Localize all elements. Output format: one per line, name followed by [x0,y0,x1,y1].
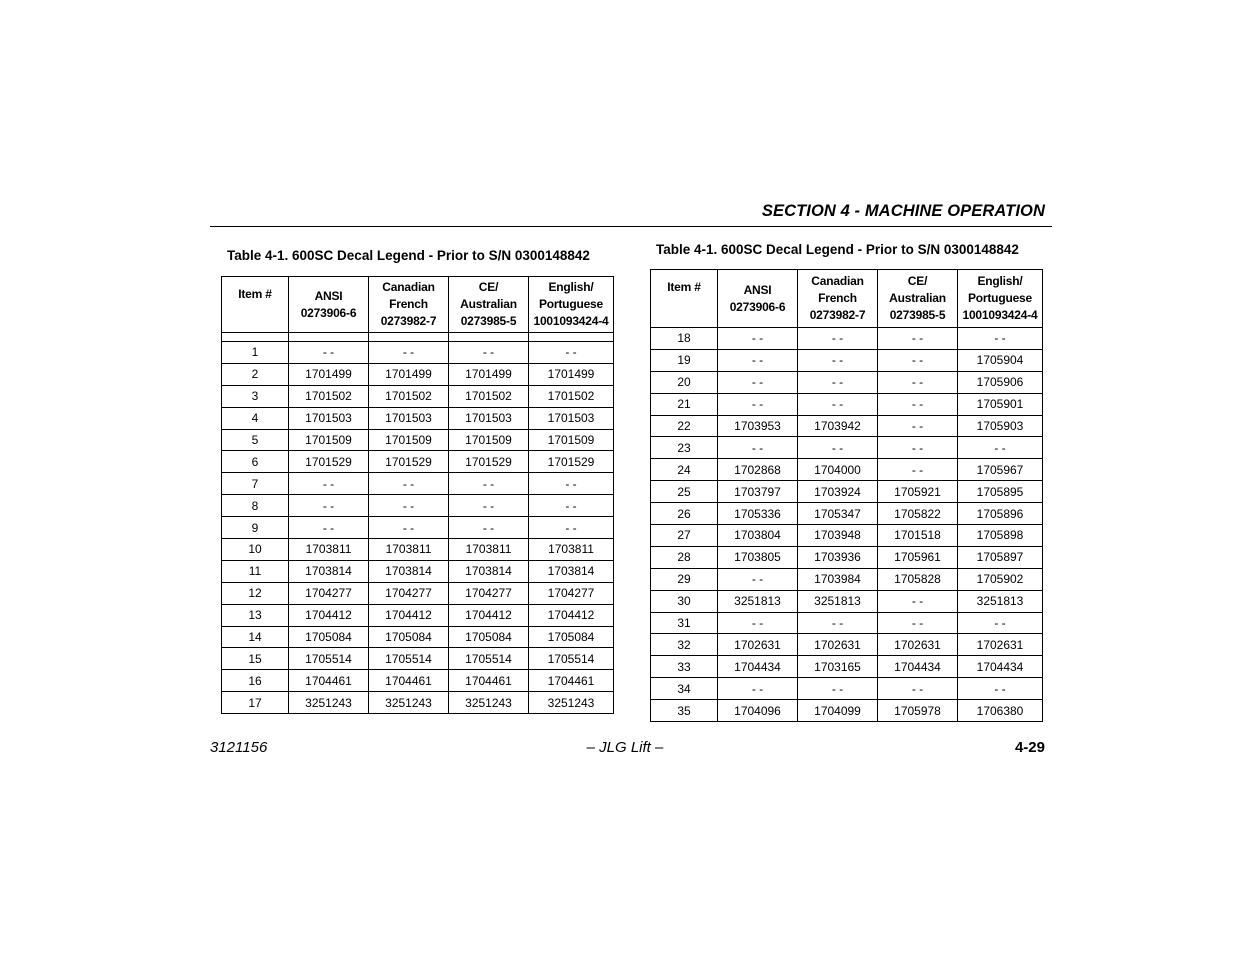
column-header [958,270,1043,328]
item-number-cell: 4 [222,407,289,429]
item-number-cell: 30 [651,590,718,612]
decal-part-cell: - - [878,393,958,415]
decal-part-cell: 1704412 [449,604,529,626]
column-header [222,277,289,333]
decal-part-cell: - - [798,393,878,415]
decal-part-cell: - - [878,328,958,350]
decal-part-cell: - - [958,612,1043,634]
decal-part-cell: - - [878,371,958,393]
item-number-cell: 34 [651,678,718,700]
decal-part-cell: - - [878,678,958,700]
table-row [222,604,614,626]
decal-part-cell: 1705901 [958,393,1043,415]
decal-part-cell: 3251813 [718,590,798,612]
item-number-cell: 16 [222,670,289,692]
decal-part-cell: - - [718,612,798,634]
table-row [222,495,614,517]
decal-part-cell: - - [369,342,449,364]
column-header [878,270,958,328]
column-header-line: French [818,291,857,305]
decal-part-cell: 1701503 [449,407,529,429]
spacer-cell [529,333,614,342]
table-row [651,525,1043,547]
decal-part-cell: 1704277 [289,582,369,604]
table-row [222,407,614,429]
item-number-cell: 6 [222,451,289,473]
decal-part-cell: 1704412 [369,604,449,626]
spacer-cell [222,333,289,342]
decal-part-cell: 1705897 [958,546,1043,568]
decal-part-cell: 1701503 [529,407,614,429]
column-header-line: 0273982-7 [809,308,866,322]
decal-part-cell: 1704412 [289,604,369,626]
decal-part-cell: - - [369,473,449,495]
decal-part-cell: 1704096 [718,700,798,722]
decal-part-cell: 1701502 [289,385,369,407]
table-row [651,590,1043,612]
page-number: 4-29 [1014,739,1045,756]
decal-part-cell: - - [878,612,958,634]
column-header [449,277,529,333]
decal-part-cell: 1701499 [369,363,449,385]
table-row [651,678,1043,700]
item-number-cell: 27 [651,525,718,547]
column-header-line: CE/ [907,274,928,288]
table-row [222,385,614,407]
decal-part-cell: 1701502 [529,385,614,407]
item-number-cell: 13 [222,604,289,626]
decal-part-cell: 1703936 [798,546,878,568]
item-number-cell: 17 [222,692,289,714]
decal-part-cell: 3251243 [289,692,369,714]
decal-part-cell: 1705514 [529,648,614,670]
spacer-cell [449,333,529,342]
table-header-row [651,270,1043,328]
decal-part-cell: 1704461 [529,670,614,692]
table-row [651,437,1043,459]
table-row [222,363,614,385]
decal-part-cell: - - [878,437,958,459]
decal-part-cell: 1704461 [289,670,369,692]
decal-part-cell: 1703805 [718,546,798,568]
table-row [651,546,1043,568]
item-number-cell: 14 [222,626,289,648]
decal-part-cell: 1705903 [958,415,1043,437]
column-header-line: Item # [667,280,701,294]
column-header-line: Portuguese [967,291,1032,305]
decal-part-cell: 3251813 [958,590,1043,612]
decal-part-cell: 1703811 [289,539,369,561]
decal-part-cell: - - [529,342,614,364]
decal-part-cell: - - [718,371,798,393]
decal-part-cell: 1703811 [369,539,449,561]
decal-part-cell: - - [529,495,614,517]
column-header-line: CE/ [478,280,499,294]
decal-part-cell: 3251243 [529,692,614,714]
decal-part-cell: - - [718,393,798,415]
decal-part-cell: 1703165 [798,656,878,678]
decal-part-cell: - - [289,495,369,517]
table-row [222,539,614,561]
table-row [651,349,1043,371]
item-number-cell: 22 [651,415,718,437]
decal-part-cell: - - [449,495,529,517]
publisher-footer: – JLG Lift – [586,739,664,756]
decal-part-cell: 1701529 [449,451,529,473]
decal-part-cell: - - [878,590,958,612]
decal-part-cell: 1705895 [958,481,1043,503]
spacer-cell [369,333,449,342]
decal-part-cell: 1701499 [449,363,529,385]
decal-part-cell: - - [798,371,878,393]
decal-part-cell: 1704277 [449,582,529,604]
decal-part-cell: 1704277 [529,582,614,604]
table-row [222,648,614,670]
column-header-line: 0273985-5 [889,308,946,322]
item-number-cell: 9 [222,517,289,539]
decal-part-cell: 1703811 [529,539,614,561]
table-header-row [222,277,614,333]
item-number-cell: 26 [651,503,718,525]
decal-part-cell: - - [958,437,1043,459]
item-number-cell: 33 [651,656,718,678]
column-header-line: Canadian [382,280,435,294]
decal-part-cell: 1705514 [449,648,529,670]
decal-part-cell: - - [289,517,369,539]
decal-part-cell: 1701502 [369,385,449,407]
decal-part-cell: 1705514 [369,648,449,670]
item-number-cell: 18 [651,328,718,350]
item-number-cell: 20 [651,371,718,393]
decal-part-cell: - - [718,437,798,459]
table-row [222,626,614,648]
decal-legend-table-right [650,269,1043,722]
decal-part-cell: 1703942 [798,415,878,437]
decal-part-cell: 1701509 [449,429,529,451]
decal-part-cell: 1704434 [878,656,958,678]
column-header-line: Canadian [811,274,864,288]
column-header-line: French [389,297,428,311]
decal-part-cell: - - [718,568,798,590]
decal-part-cell: 1703953 [718,415,798,437]
decal-part-cell: - - [369,517,449,539]
decal-part-cell: 3251243 [449,692,529,714]
decal-part-cell: 1705822 [878,503,958,525]
column-header-line: 0273985-5 [460,314,517,328]
decal-part-cell: - - [289,473,369,495]
decal-part-cell: 1704434 [718,656,798,678]
section-title: SECTION 4 - MACHINE OPERATION [761,202,1045,220]
table-row [651,481,1043,503]
table-row [222,451,614,473]
item-number-cell: 24 [651,459,718,481]
decal-part-cell: 1704099 [798,700,878,722]
decal-part-cell: 1701529 [529,451,614,473]
decal-part-cell: 1705898 [958,525,1043,547]
item-number-cell: 10 [222,539,289,561]
decal-part-cell: - - [878,459,958,481]
decal-part-cell: - - [798,678,878,700]
table-row [651,415,1043,437]
decal-part-cell: 1703814 [449,560,529,582]
decal-part-cell: 1705514 [289,648,369,670]
item-number-cell: 1 [222,342,289,364]
table-row [651,700,1043,722]
item-number-cell: 19 [651,349,718,371]
table-row [222,582,614,604]
decal-part-cell: 1701503 [369,407,449,429]
decal-part-cell: 1705896 [958,503,1043,525]
decal-part-cell: 1705902 [958,568,1043,590]
decal-part-cell: - - [798,328,878,350]
decal-part-cell: - - [958,678,1043,700]
decal-part-cell: 1702631 [958,634,1043,656]
table-row [651,328,1043,350]
item-number-cell: 28 [651,546,718,568]
decal-part-cell: 1703924 [798,481,878,503]
item-number-cell: 7 [222,473,289,495]
column-header-line: Portuguese [538,297,603,311]
decal-part-cell: - - [718,678,798,700]
table-row [222,473,614,495]
table-row [651,612,1043,634]
decal-part-cell: 1703797 [718,481,798,503]
decal-part-cell: - - [449,473,529,495]
decal-part-cell: 1703948 [798,525,878,547]
item-number-cell: 2 [222,363,289,385]
decal-part-cell: 1703804 [718,525,798,547]
decal-part-cell: 1702631 [718,634,798,656]
column-header-line: ANSI [314,288,343,303]
decal-part-cell: - - [529,517,614,539]
decal-part-cell: 1705336 [718,503,798,525]
table-row [222,560,614,582]
column-header [369,277,449,333]
column-header-line: ANSI [743,282,772,297]
decal-part-cell: - - [958,328,1043,350]
decal-part-cell: 1701509 [369,429,449,451]
decal-part-cell: 1704461 [369,670,449,692]
column-header-line: Item # [238,287,272,301]
decal-legend-table-left [221,276,614,714]
item-number-cell: 23 [651,437,718,459]
decal-part-cell: - - [369,495,449,517]
spacer-cell [289,333,369,342]
decal-part-cell: 1701529 [369,451,449,473]
decal-part-cell: 1705906 [958,371,1043,393]
table-row [651,459,1043,481]
decal-part-cell: 1705828 [878,568,958,590]
column-header-line: 1001093424-4 [962,308,1038,322]
decal-part-cell: 1705084 [369,626,449,648]
column-header [651,270,718,328]
item-number-cell: 5 [222,429,289,451]
decal-part-cell: - - [798,612,878,634]
header-rule [210,226,1052,227]
item-number-cell: 15 [222,648,289,670]
decal-part-cell: 1705084 [449,626,529,648]
item-number-cell: 35 [651,700,718,722]
table-row [651,656,1043,678]
decal-part-cell: 1705084 [529,626,614,648]
decal-part-cell: 1701509 [529,429,614,451]
decal-part-cell: 1705084 [289,626,369,648]
decal-part-cell: 1702631 [798,634,878,656]
table-row [651,568,1043,590]
decal-part-cell: - - [718,349,798,371]
decal-part-cell: 1703814 [289,560,369,582]
item-number-cell: 12 [222,582,289,604]
column-header-line: 0273982-7 [380,314,437,328]
table-row [651,634,1043,656]
decal-part-cell: 3251813 [798,590,878,612]
column-header [718,270,798,328]
decal-part-cell: 1702631 [878,634,958,656]
decal-part-cell: 1704434 [958,656,1043,678]
item-number-cell: 8 [222,495,289,517]
decal-part-cell: 1705904 [958,349,1043,371]
decal-part-cell: - - [878,349,958,371]
item-number-cell: 3 [222,385,289,407]
decal-part-cell: 1705978 [878,700,958,722]
column-header-line: English/ [977,274,1023,288]
decal-part-cell: 1701503 [289,407,369,429]
table-row [222,517,614,539]
item-number-cell: 11 [222,560,289,582]
decal-part-cell: 1705961 [878,546,958,568]
table-row [651,371,1043,393]
decal-part-cell: 1701518 [878,525,958,547]
decal-part-cell: 1703811 [449,539,529,561]
item-number-cell: 29 [651,568,718,590]
table-row [651,503,1043,525]
decal-part-cell: 3251243 [369,692,449,714]
doc-number: 3121156 [210,739,268,756]
decal-part-cell: 1701499 [529,363,614,385]
column-header [798,270,878,328]
item-number-cell: 32 [651,634,718,656]
decal-part-cell: - - [878,415,958,437]
decal-part-cell: - - [529,473,614,495]
item-number-cell: 21 [651,393,718,415]
table-row [222,670,614,692]
column-header-line: English/ [548,280,594,294]
decal-part-cell: - - [289,342,369,364]
table-row [222,342,614,364]
decal-part-cell: - - [798,437,878,459]
item-number-cell: 31 [651,612,718,634]
decal-part-cell: 1703984 [798,568,878,590]
decal-part-cell: 1704277 [369,582,449,604]
column-header-line: 0273906-6 [729,299,786,314]
decal-part-cell: 1705347 [798,503,878,525]
spacer-row [222,333,614,342]
decal-part-cell: 1706380 [958,700,1043,722]
decal-part-cell: 1701499 [289,363,369,385]
decal-part-cell: 1701502 [449,385,529,407]
decal-part-cell: 1702868 [718,459,798,481]
decal-part-cell: 1703814 [369,560,449,582]
decal-part-cell: - - [798,349,878,371]
table-row [222,429,614,451]
decal-part-cell: - - [449,342,529,364]
column-header-line: Australian [460,297,517,311]
decal-part-cell: 1703814 [529,560,614,582]
decal-part-cell: - - [449,517,529,539]
column-header [289,277,369,333]
table-title-left: Table 4-1. 600SC Decal Legend - Prior to S/N 0300148842 [227,248,590,263]
column-header [529,277,614,333]
decal-part-cell: 1704412 [529,604,614,626]
decal-part-cell: - - [718,328,798,350]
decal-part-cell: 1701529 [289,451,369,473]
column-header-line: 1001093424-4 [533,314,609,328]
column-header-line: Australian [889,291,946,305]
decal-part-cell: 1705921 [878,481,958,503]
decal-part-cell: 1705967 [958,459,1043,481]
column-header-line: 0273906-6 [300,305,357,320]
item-number-cell: 25 [651,481,718,503]
decal-part-cell: 1704461 [449,670,529,692]
decal-part-cell: 1704000 [798,459,878,481]
table-row [651,393,1043,415]
decal-part-cell: 1701509 [289,429,369,451]
table-title-right: Table 4-1. 600SC Decal Legend - Prior to S/N 0300148842 [656,242,1019,257]
table-row [222,692,614,714]
